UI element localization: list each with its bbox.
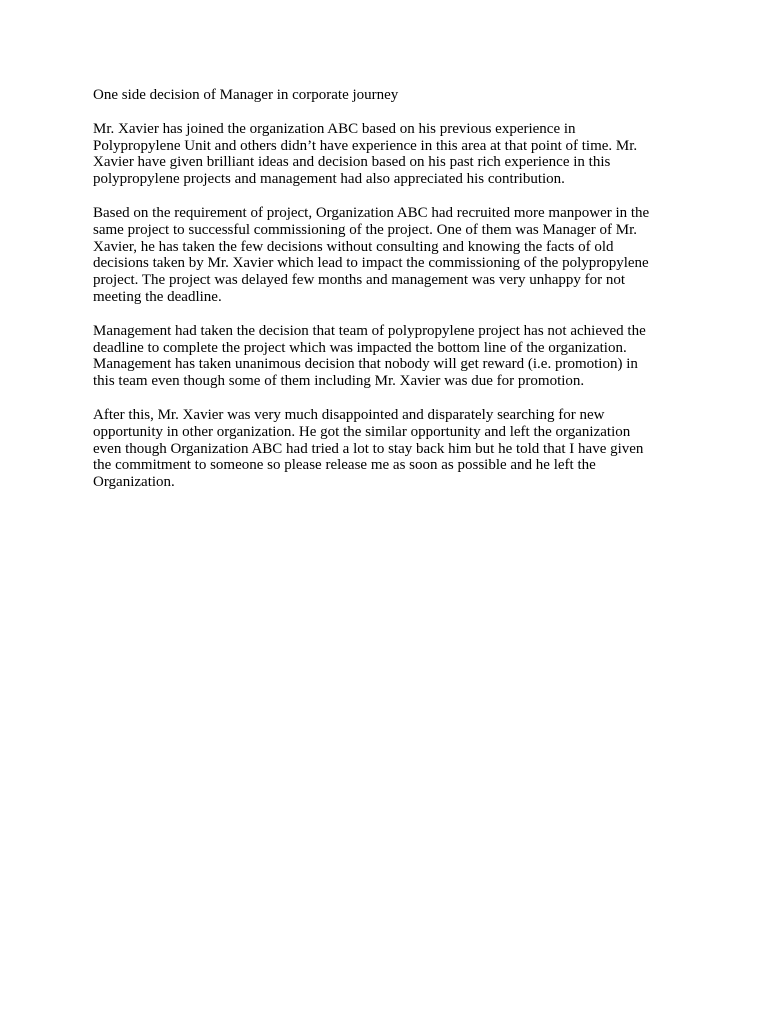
paragraph-line: deadline to complete the project which was impacted the bottom line of the organization. (93, 339, 627, 356)
paragraph-line: After this, Mr. Xavier was very much disappointed and disparately searching for new (93, 406, 605, 423)
paragraph-line: Mr. Xavier has joined the organization ABC based on his previous experience in (93, 120, 576, 137)
paragraph-line: same project to successful commissioning of the project. One of them was Manager of Mr. (93, 221, 638, 238)
paragraph-line: Xavier have given brilliant ideas and decision based on his past rich experience in this (93, 154, 611, 171)
paragraph-3 (93, 323, 673, 390)
paragraph-line: even though Organization ABC had tried a lot to stay back him but he told that I have given (93, 440, 644, 457)
paragraph-line: opportunity in other organization. He got the similar opportunity and left the organization (93, 423, 631, 440)
paragraph-line: Xavier, he has taken the few decisions without consulting and knowing the facts of old (93, 238, 614, 255)
paragraph-line: Management has taken unanimous decision that nobody will get reward (i.e. promotion) in (93, 356, 638, 373)
paragraph-line: Polypropylene Unit and others didn’t have experience in this area at that point of time. Mr. (93, 137, 638, 154)
paragraph-line: Based on the requirement of project, Organization ABC had recruited more manpower in the (93, 204, 650, 221)
paragraph-line: Management had taken the decision that team of polypropylene project has not achieved the (93, 322, 646, 339)
paragraph-4 (93, 407, 673, 491)
paragraph-line: the commitment to someone so please release me as soon as possible and he left the (93, 457, 596, 474)
document-title: One side decision of Manager in corporate journey (93, 87, 399, 103)
paragraph-1 (93, 121, 673, 188)
paragraph-line: this team even though some of them including Mr. Xavier was due for promotion. (93, 373, 585, 390)
paragraph-line: polypropylene projects and management had also appreciated his contribution. (93, 171, 565, 188)
paragraph-line: decisions taken by Mr. Xavier which lead to impact the commissioning of the polypropylene (93, 255, 649, 272)
paragraph-2 (93, 205, 673, 306)
document-body (93, 87, 673, 508)
paragraph-line: meeting the deadline. (93, 288, 222, 305)
paragraph-line: project. The project was delayed few months and management was very unhappy for not (93, 272, 626, 289)
paragraph-line: Organization. (93, 474, 175, 491)
